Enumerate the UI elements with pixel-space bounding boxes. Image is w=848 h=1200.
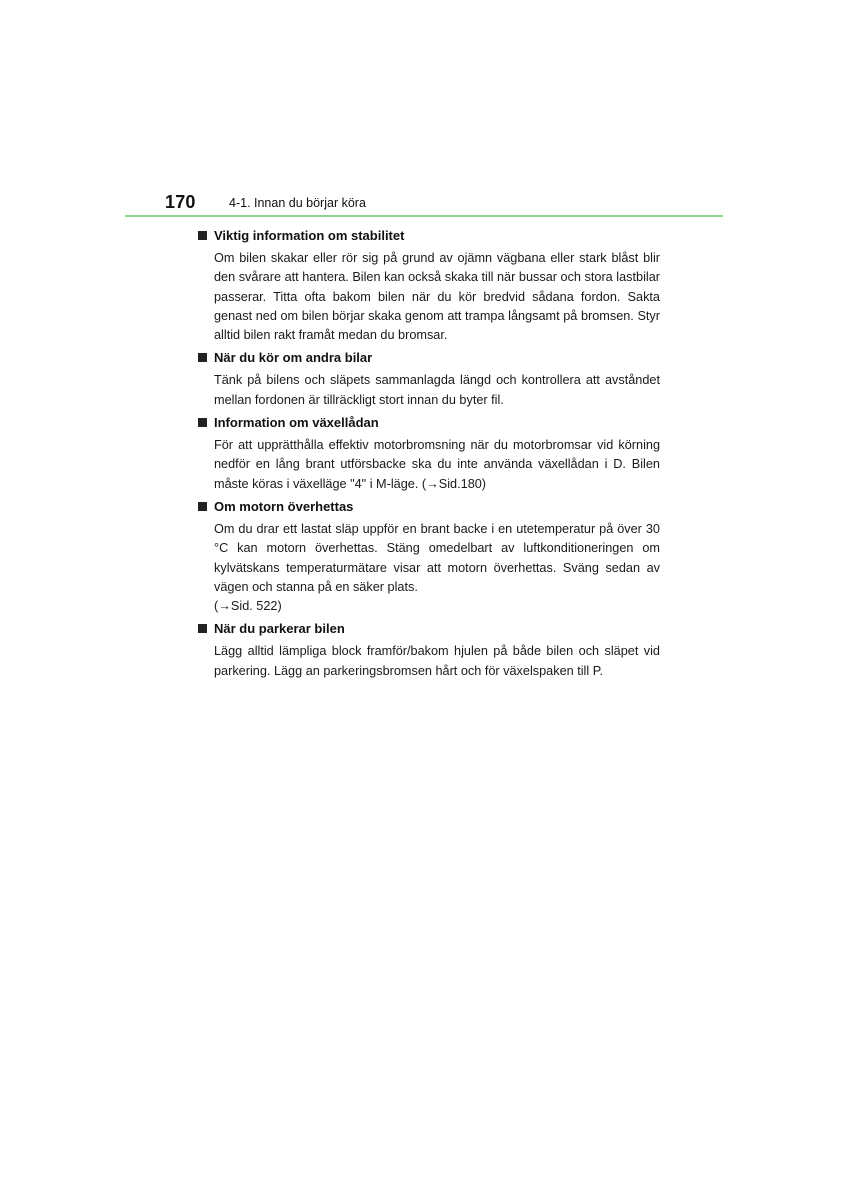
- paragraph: Lägg alltid lämpliga block framför/bakom hjulen på både bilen och släpet vid parkering. Lägg an parkeringsbromsen hårt och för växelspaken till P.: [214, 644, 660, 678]
- section-body: [214, 249, 660, 345]
- section-body: [214, 642, 660, 681]
- section-body: [214, 520, 660, 616]
- section-heading: [198, 348, 660, 367]
- square-bullet-icon: [198, 502, 207, 511]
- page-content: [198, 226, 660, 684]
- section-heading-text: När du parkerar bilen: [214, 621, 345, 637]
- section-heading: [198, 619, 660, 638]
- section-title: 4-1. Innan du börjar köra: [229, 196, 366, 210]
- section-heading: [198, 497, 660, 516]
- section-stability: [198, 226, 660, 345]
- section-heading-text: När du kör om andra bilar: [214, 350, 373, 366]
- section-transmission: [198, 413, 660, 494]
- page-reference: (→Sid. 522): [214, 599, 282, 614]
- square-bullet-icon: [198, 231, 207, 240]
- section-body: [214, 436, 660, 494]
- section-overtaking: [198, 348, 660, 410]
- square-bullet-icon: [198, 353, 207, 362]
- square-bullet-icon: [198, 418, 207, 427]
- paragraph: För att upprätthålla effektiv motorbromsning när du motorbromsar vid körning nedför en lång brant utförsbacke ska du inte använda växellådan i D. Bilen måste köras i växelläge "4" i M-läge. (→Sid.180): [214, 438, 660, 491]
- section-overheating: [198, 497, 660, 616]
- header-rule: [125, 215, 723, 217]
- section-body: [214, 371, 660, 410]
- section-heading: [198, 413, 660, 432]
- square-bullet-icon: [198, 624, 207, 633]
- section-heading-text: Viktig information om stabilitet: [214, 228, 405, 243]
- paragraph: Om bilen skakar eller rör sig på grund av ojämn vägbana eller stark blåst blir den svårare att hantera. Bilen kan också skaka till när bussar och stora lastbilar passerar. Titta ofta bakom bilen när du kör bredvid sådana fordon. Sakta genast ned om bilen börjar skaka genom att trampa långsamt på bromsen. Styr alltid bilen rakt framåt medan du bromsar.: [214, 251, 660, 343]
- page-header: [125, 190, 723, 218]
- paragraph: Tänk på bilens och släpets sammanlagda längd och kontrollera att avståndet mellan fordonen är tillräckligt stort innan du byter fil.: [214, 373, 660, 407]
- section-heading: [198, 226, 660, 245]
- section-heading-text: Information om växellådan: [214, 415, 379, 431]
- section-parking: [198, 619, 660, 681]
- section-heading-text: Om motorn överhettas: [214, 498, 354, 514]
- paragraph: Om du drar ett lastat släp uppför en brant backe i en utetemperatur på över 30 °C kan motorn överhettas. Stäng omedelbart av luftkonditioneringen om kylvätskans temperaturmätare visar att motorn överhettas. Sväng sedan av vägen och stanna på en säker plats.: [214, 521, 660, 594]
- page-number: 170: [165, 192, 196, 212]
